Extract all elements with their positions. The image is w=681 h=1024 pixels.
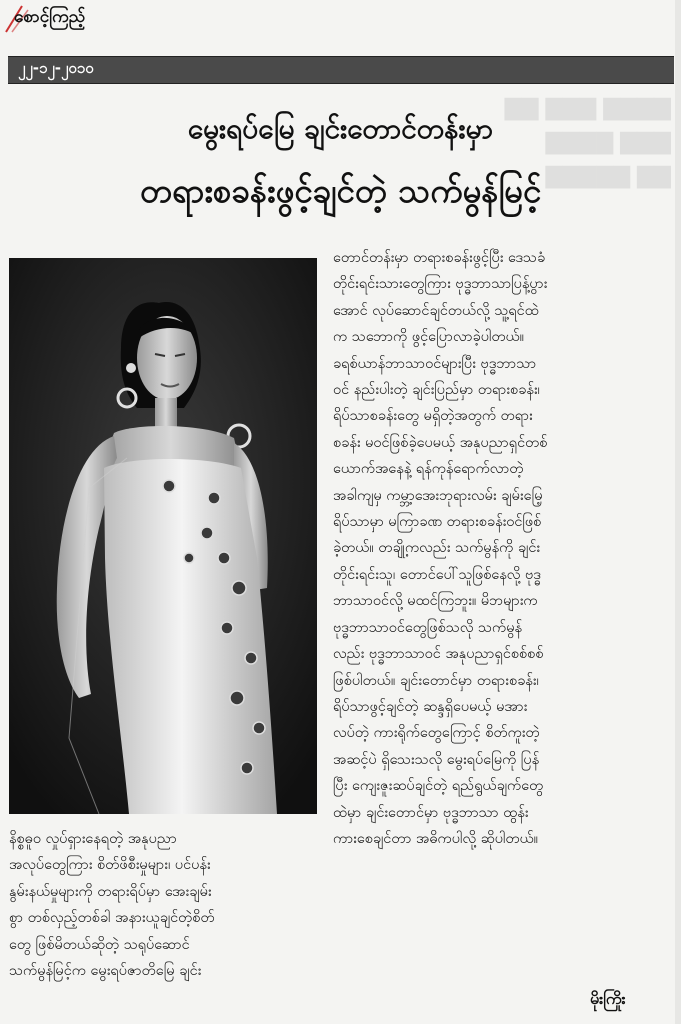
article-body-right-column: [333, 245, 668, 852]
text-line: ဗုဒ္ဓဘာသာဝင်တွေဖြစ်သလို သက်မွန်: [333, 619, 523, 636]
text-line: ခဲ့တယ်။ တချို့ကလည်း သက်မွန်ကို ချင်း: [333, 540, 541, 557]
text-line: ဘာသာဝင်လို့ မထင်ကြဘူး။ မိဘများက: [333, 593, 538, 610]
text-line: အောင် လုပ်ဆောင်ချင်တယ်လို့ သူ့ရင်ထဲ: [333, 302, 539, 319]
publication-date: ၂၂-၁၂-၂၀၁၀: [18, 59, 94, 77]
text-line: ကားစေချင်တာ အဓိကပါလို့ ဆိုပါတယ်။: [333, 830, 539, 847]
text-line: တိုင်းရင်းသူ၊ တောင်ပေါ်သူဖြစ်နေလို့ ဗုဒ္ဓ: [333, 566, 541, 583]
text-line: တောင်တန်းမှာ တရားစခန်းဖွင့်ပြီး ဒေသခံ: [333, 250, 546, 266]
text-line: ပြီး ကျေးဇူးဆပ်ချင်တဲ့ ရည်ရွယ်ချက်တွေ: [333, 778, 544, 795]
text-line: အခါကျမှ ကမ္ဘာ့အေးဘုရားလမ်း ချမ်းမြေ့: [333, 487, 543, 504]
text-line: နိစ္စဓူဝ လှုပ်ရှားနေရတဲ့ အနုပညာ: [9, 831, 177, 847]
text-line: ရိပ်သာဖွင့်ချင်တဲ့ ဆန္ဒရှိပေမယ့် မအား: [333, 698, 528, 715]
text-line: ဝင် နည်းပါးတဲ့ ချင်းပြည်မှာ တရားစခန်း၊: [333, 382, 540, 399]
photo-illustration: [9, 258, 317, 814]
text-line: အဆင့်ပဲ ရှိသေးသလို မွေးရပ်မြေကို ပြန်: [333, 751, 540, 768]
text-line: က သဘောကို ဖွင့်ပြောလာခဲ့ပါတယ်။: [333, 329, 525, 346]
text-line: အလုပ်တွေကြား စိတ်ဖိစီးမှုများ၊ ပင်ပန်း: [9, 857, 211, 874]
page-edge: [675, 0, 681, 1024]
text-line: စွာ တစ်လှည့်တစ်ခါ အနားယူချင်တဲ့စိတ်: [9, 910, 215, 927]
date-bar: [8, 56, 674, 84]
actress-photo: [9, 258, 317, 814]
author-byline: မိုးကြိုး: [590, 989, 626, 1008]
text-line: လည်း ဗုဒ္ဓဘာသာဝင် အနုပညာရှင်စစ်စစ်: [333, 646, 544, 663]
text-line: ဖြစ်ပါတယ်။ ချင်းတောင်မှာ တရားစခန်း၊: [333, 672, 539, 689]
headline-line-1: မွေးရပ်မြေ ချင်းတောင်တန်းမှာ: [187, 112, 494, 145]
text-line: ခရစ်ယာန်ဘာသာဝင်များပြီး ဗုဒ္ဓဘာသာ: [333, 355, 537, 372]
text-line: စခန်း မဝင်ဖြစ်ခဲ့ပေမယ့် အနုပညာရှင်တစ်: [333, 434, 548, 451]
text-line: တွေ ဖြစ်မိတယ်ဆိုတဲ့ သရုပ်ဆောင်: [9, 936, 190, 953]
article-body-left-column: [9, 826, 319, 984]
text-line: ထဲမှာ ချင်းတောင်မှာ ဗုဒ္ဓဘာသာ ထွန်း: [333, 804, 529, 821]
headline-line-2: တရားစခန်းဖွင့်ချင်တဲ့ သက်မွန်မြင့်: [139, 171, 542, 210]
text-line: ယောက်အနေနဲ့ ရန်ကုန်ရောက်လာတဲ့: [333, 461, 524, 478]
text-line: သက်မွန်မြင့်က မွေးရပ်ဇာတိမြေ ချင်း: [9, 963, 202, 980]
text-line: လပ်တဲ့ ကားရိုက်တွေကြောင့် စိတ်ကူးတဲ့: [333, 725, 540, 742]
text-line: ရိပ်သာစခန်းတွေ မရှိတဲ့အတွက် တရား: [333, 408, 533, 425]
text-line: နွမ်းနယ်မှုများကို တရားရိပ်မှာ အေးချမ်း: [9, 883, 212, 900]
text-line: ရိပ်သာမှာ မကြာခဏ တရားစခန်းဝင်ဖြစ်: [333, 514, 542, 531]
bleed-through-text: ▇▇ ▇▇▇ ▇▇▇▇ ▇▇▇▇ ▇▇▇ ▇▇▇▇▇ ▇▇: [504, 96, 671, 189]
text-line: တိုင်းရင်းသားတွေကြား ဗုဒ္ဓဘာသာပြန့်ပွား: [333, 276, 548, 293]
source-name: စောင့်ကြည့်: [14, 7, 86, 27]
